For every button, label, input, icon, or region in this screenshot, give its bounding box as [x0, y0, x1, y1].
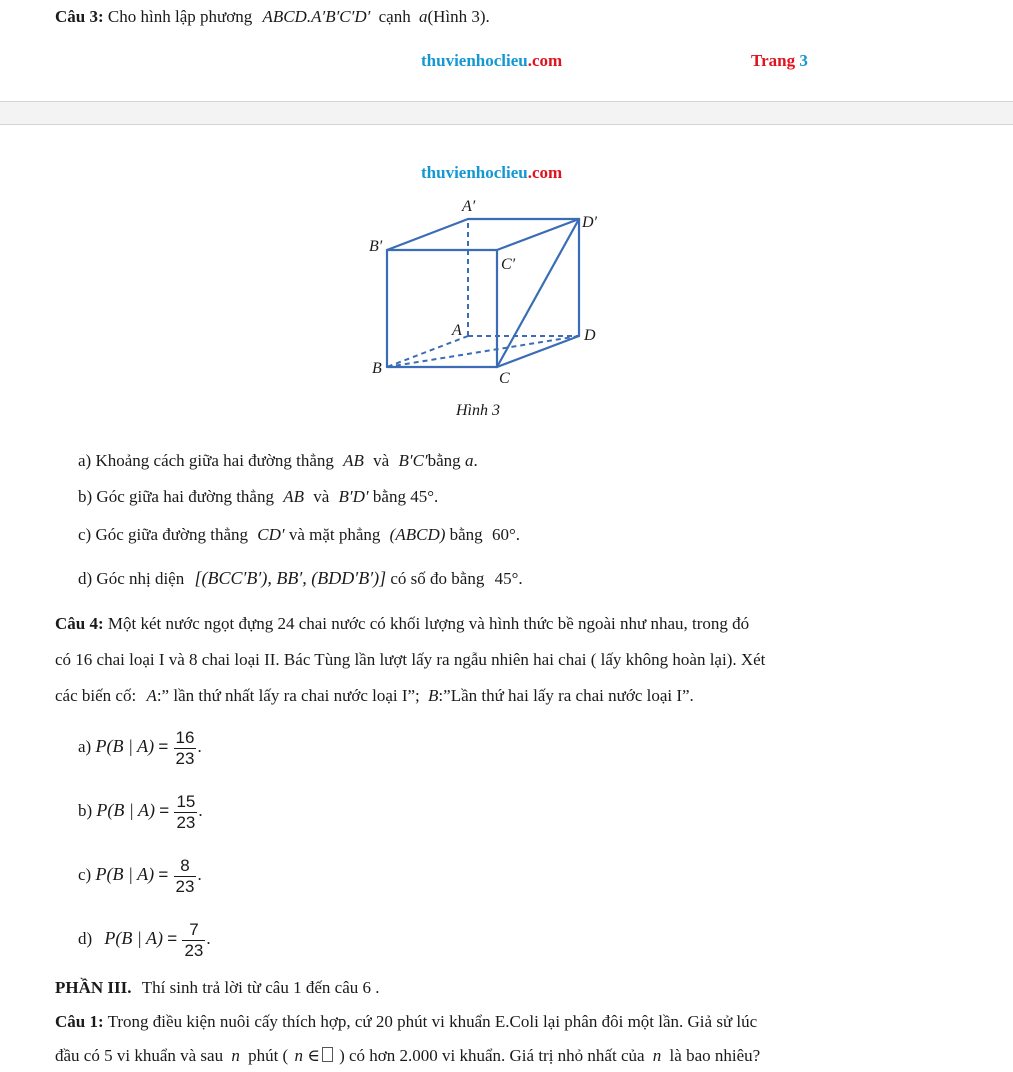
- q3-item-b: b) Góc giữa hai đường thẳng AB và B′D′ bằng 45°.: [78, 487, 439, 506]
- page-gap: [0, 102, 1013, 124]
- q4-option-c: c) P(B | A) = $\frac{8}{23}$ .: [78, 855, 202, 896]
- part-3-heading: PHẦN III. Thí sinh trả lời từ câu 1 đến câu 6 .: [55, 978, 380, 997]
- label-C1: C′: [501, 256, 516, 273]
- question-4-label: Câu 4:: [55, 614, 104, 633]
- part-3-q1-line-1: Câu 1: Trong điều kiện nuôi cấy thích hợp, cứ 20 phút vi khuẩn E.Coli lại phân đôi một lần. Giả sử lúc: [55, 1012, 758, 1031]
- fraction: $\frac{7}{23}$: [184, 919, 204, 960]
- cube-name: ABCD.A′B′C′D′: [262, 7, 371, 26]
- figure-caption: Hình 3: [456, 402, 500, 419]
- hidden-diagonal-B-D: [387, 336, 579, 367]
- part-3-q1-line-2: đầu có 5 vi khuẩn và sau n phút ( n ∈ ) có hơn 2.000 vi khuẩn. Giá trị nhỏ nhất của n là bao nhiêu?: [55, 1046, 761, 1065]
- edge-C-D: [497, 336, 579, 367]
- q4-option-b: b) P(B | A) = $\frac{15}{23}$ .: [78, 791, 203, 832]
- cube-figure: [360, 195, 620, 425]
- question-3-text-b: cạnh: [378, 7, 411, 26]
- page-separator-bottom: [0, 124, 1013, 125]
- diagonal-C-D1: [497, 219, 579, 367]
- part-3-title: PHẦN III.: [55, 978, 132, 997]
- hidden-edge-A-B: [387, 336, 468, 367]
- q4-option-d: d) P(B | A) = $\frac{7}{23}$ .: [78, 919, 211, 960]
- q3-item-a: a) Khoảng cách giữa hai đường thẳng AB và B′C′bằng a.: [78, 451, 478, 470]
- label-D1: D′: [582, 214, 598, 231]
- label-A: A: [452, 322, 462, 339]
- fraction: $\frac{8}{23}$: [175, 855, 195, 896]
- question-3-line: [55, 6, 490, 28]
- edge-variable: a: [418, 7, 428, 26]
- label-B: B: [372, 360, 382, 377]
- q4-line-3: các biến cố: A:” lần thứ nhất lấy ra chai nước loại I”; B:”Lần thứ hai lấy ra chai nước loại I”.: [55, 686, 694, 705]
- fraction: $\frac{15}{23}$: [176, 791, 196, 832]
- q3-item-d: d) Góc nhị diện [(BCC′B′), BB′, (BDD′B′)] có số đo bằng 45°.: [78, 568, 523, 588]
- edge-D1-C1: [497, 219, 579, 250]
- q4-line-1: Câu 4: Một két nước ngọt đựng 24 chai nước có khối lượng và hình thức bề ngoài như nhau, trong đó: [55, 614, 750, 633]
- page-footer-number: Trang 3: [751, 51, 808, 70]
- natural-numbers-symbol: [322, 1047, 333, 1062]
- question-3-text: Cho hình lập phương: [107, 7, 253, 26]
- label-A1: A′: [462, 198, 476, 215]
- label-D: D: [584, 327, 596, 344]
- q3-item-c: c) Góc giữa đường thẳng CD′ và mặt phẳng (ABCD) bằng 60°.: [78, 525, 520, 544]
- fraction: $\frac{16}{23}$: [175, 727, 195, 768]
- q4-option-a: a) P(B | A) = $\frac{16}{23}$ .: [78, 727, 202, 768]
- edge-B1-A1: [387, 219, 468, 250]
- label-C: C: [499, 370, 510, 387]
- page-header-site: thuvienhoclieu.com: [421, 163, 563, 182]
- question-3-text-c: (Hình 3).: [427, 7, 490, 26]
- q4-line-2: có 16 chai loại I và 8 chai loại II. Bác Tùng lần lượt lấy ra ngẫu nhiên hai chai ( lấy không hoàn lại). Xét: [55, 650, 766, 669]
- label-B1: B′: [369, 238, 383, 255]
- page-footer-site: thuvienhoclieu.com: [421, 51, 563, 70]
- part-3-q1-label: Câu 1:: [55, 1012, 104, 1031]
- question-3-label: Câu 3:: [55, 7, 104, 26]
